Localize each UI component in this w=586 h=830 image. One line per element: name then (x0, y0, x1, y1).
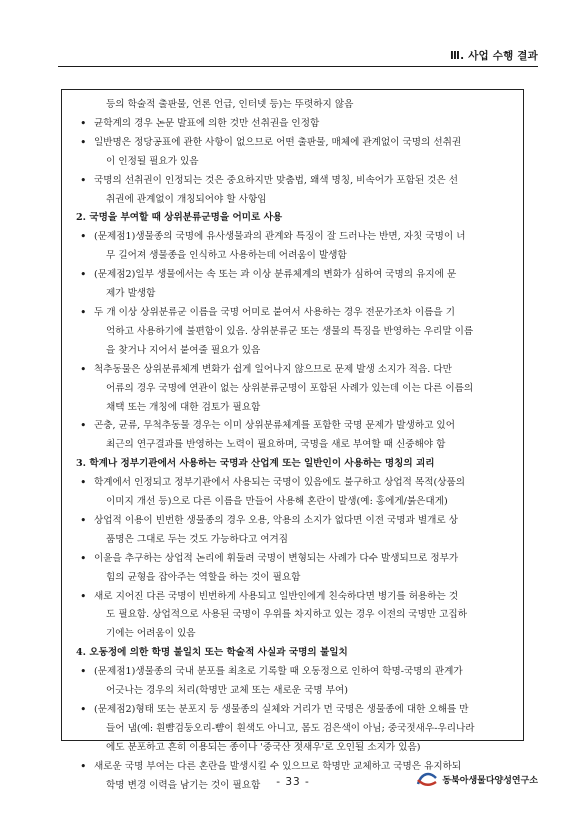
bullet-item (76, 417, 513, 436)
continuation-line: 힘의 균형을 잡아주는 역할을 하는 것이 필요함 (106, 571, 301, 583)
bullet-item (76, 550, 513, 569)
org-name: 동북아생물다양성연구소 (442, 775, 538, 786)
continuation-line: 이미지 개선 등)으로 다른 이름을 만들어 사용해 혼란이 발생(예: 홍에게/붉은대게) (106, 496, 448, 508)
continuation-line: 들어 냄(예: 흰뺨검둥오리-뺨이 흰색도 아니고, 몸도 검은색이 아님; 중국젓새우-우리나라 (106, 722, 475, 734)
bullet-text: 새로운 국명 부여는 다른 혼란을 발생시킬 수 있으므로 학명만 교체하고 국명은 유지하되 (94, 760, 462, 772)
bullet-text: (문제점1)생물종의 국명에 유사생물과의 관계와 특징이 잘 드러나는 반면, 자칫 국명이 너 (94, 231, 466, 243)
bullet-icon: • (80, 703, 87, 716)
continuation-line: 무 길어져 생물종을 인식하고 사용하는데 어려움이 발생함 (106, 250, 347, 262)
continuation-line: 을 찾거나 지어서 붙여줄 필요가 있음 (106, 344, 261, 356)
bullet-icon: • (80, 362, 87, 376)
section-heading: 2. 국명을 부여할 때 상위분류군명을 어미로 사용 (76, 212, 283, 224)
org-logo-icon (416, 770, 438, 788)
bullet-item (76, 701, 513, 720)
header-divider (58, 66, 538, 67)
continuation-line: 기에는 어려움이 있음 (106, 628, 196, 640)
bullet-icon: • (80, 135, 87, 149)
bullet-text: 척추동물은 상위분류체계 변화가 쉽게 일어나지 않으므로 문제 발생 소지가 적음. 다만 (94, 363, 452, 375)
bullet-text: 이윤을 추구하는 상업적 논리에 휘둘려 국명이 변형되는 사례가 다수 발생되므로 정부가 (94, 552, 459, 564)
bullet-text: 새로 지어진 다른 국명이 빈번하게 사용되고 일반인에게 친숙하다면 병기를 허용하는 것 (94, 590, 459, 602)
bullet-text: 균학계의 경우 논문 발표에 의한 것만 선취권을 인정함 (94, 117, 320, 129)
bullet-icon: • (80, 419, 87, 433)
continuation-line: 채택 또는 개칭에 대한 검토가 필요함 (106, 401, 261, 413)
org-logo (416, 770, 538, 788)
section-heading: 4. 오동정에 의한 학명 불일치 또는 학술적 사실과 국명의 불일치 (76, 647, 348, 659)
bullet-icon: • (80, 759, 87, 773)
bullet-item (76, 588, 513, 607)
continuation-line: 에도 분포하고 흔히 이용되는 종이나 '중국산 젓새우'로 오인될 소지가 있음) (106, 741, 421, 753)
continuation-line: 이 인정될 필요가 있음 (106, 155, 199, 167)
bullet-text: 국명의 선취권이 인정되는 것은 중요하지만 맞춤법, 왜색 명칭, 비속어가 포함된 것은 선 (94, 174, 459, 186)
bullet-text: 곤충, 균류, 무척추동물 경우는 이미 상위분류체계를 포함한 국명 문제가 발생하고 있어 (94, 420, 455, 432)
bullet-item (76, 361, 513, 380)
bullet-item (76, 512, 513, 531)
bullet-icon: • (80, 589, 87, 603)
continuation-line: 품명은 그대로 두는 것도 가능하다고 여겨짐 (106, 533, 289, 545)
continuation-line: 억하고 사용하기에 불편함이 있음. 상위분류군 또는 생물의 특징을 반영하는 우리말 이름 (106, 325, 474, 337)
bullet-icon: • (80, 551, 87, 565)
continuation-line: 도 필요함. 상업적으로 사용된 국명이 우위를 차지하고 있는 경우 이전의 국명만 고집하 (106, 609, 467, 621)
bullet-item (76, 228, 513, 247)
continuation-line: 취권에 관계없이 개칭되어야 할 사항임 (106, 193, 267, 205)
continuation-line: 어류의 경우 국명에 연관이 없는 상위분류군명이 포함된 사례가 있는데 이는 다른 이름의 (106, 382, 474, 394)
bullet-item (76, 134, 513, 153)
continuation-line: 어긋나는 경우의 처리(학명만 교체 또는 새로운 국명 부여) (106, 685, 348, 697)
bullet-icon: • (80, 513, 87, 527)
bullet-icon: • (80, 305, 87, 319)
bullet-item (76, 172, 513, 191)
continuation-line: 최근의 연구결과를 반영하는 노력이 필요하며, 국명을 새로 부여할 때 신중해야 함 (106, 439, 446, 451)
bullet-icon: • (80, 268, 87, 282)
continuation-line: 제가 발생함 (106, 288, 156, 300)
section-header: Ⅲ. 사업 수행 결과 (450, 50, 538, 62)
bullet-text: (문제점1)생물종의 국내 분포를 최초로 기록할 때 오동정으로 인하여 학명-국명의 관계가 (94, 666, 463, 678)
bullet-icon: • (80, 116, 87, 130)
bullet-text: (문제점2)형태 또는 분포지 등 생물종의 실체와 거리가 먼 국명은 생물종에 대한 오해를 만 (94, 704, 469, 715)
bullet-text: 상업적 이용이 빈번한 생물종의 경우 오용, 악용의 소지가 없다면 이전 국명과 별개로 상 (94, 514, 459, 526)
continuation-line: 등의 학술적 출판물, 언론 언급, 인터넷 등)는 뚜렷하지 않음 (106, 99, 354, 110)
continuation-line: 학명 변경 이력을 남기는 것이 필요함 (106, 779, 261, 791)
bullet-text: (문제점2)일부 생물에서는 속 또는 과 이상 분류체계의 변화가 심하여 국명의 유지에 문 (94, 269, 457, 281)
bullet-icon: • (80, 173, 87, 187)
bullet-item (76, 663, 513, 682)
page-number: - 33 - (276, 776, 310, 788)
bullet-text: 일반명은 정당공표에 관한 사항이 없으므로 어떤 출판물, 매체에 관계없이 국명의 선취권 (94, 136, 462, 148)
bullet-item (76, 304, 513, 323)
section-heading: 3. 학계나 정부기관에서 사용하는 국명과 산업계 또는 일반인이 사용하는 명칭의 괴리 (76, 458, 435, 470)
bullet-item (76, 474, 513, 493)
bullet-icon: • (80, 230, 87, 244)
bullet-text: 학계에서 인정되고 정부기관에서 사용되는 국명이 있음에도 불구하고 상업적 목적(상품의 (94, 477, 466, 489)
bullet-item (76, 115, 513, 134)
bullet-icon: • (80, 476, 87, 490)
bullet-text: 두 개 이상 상위분류군 이름을 국명 어미로 붙여서 사용하는 경우 전문가조차 이름을 기 (94, 306, 455, 318)
bullet-icon: • (80, 665, 87, 679)
bullet-item (76, 266, 513, 285)
